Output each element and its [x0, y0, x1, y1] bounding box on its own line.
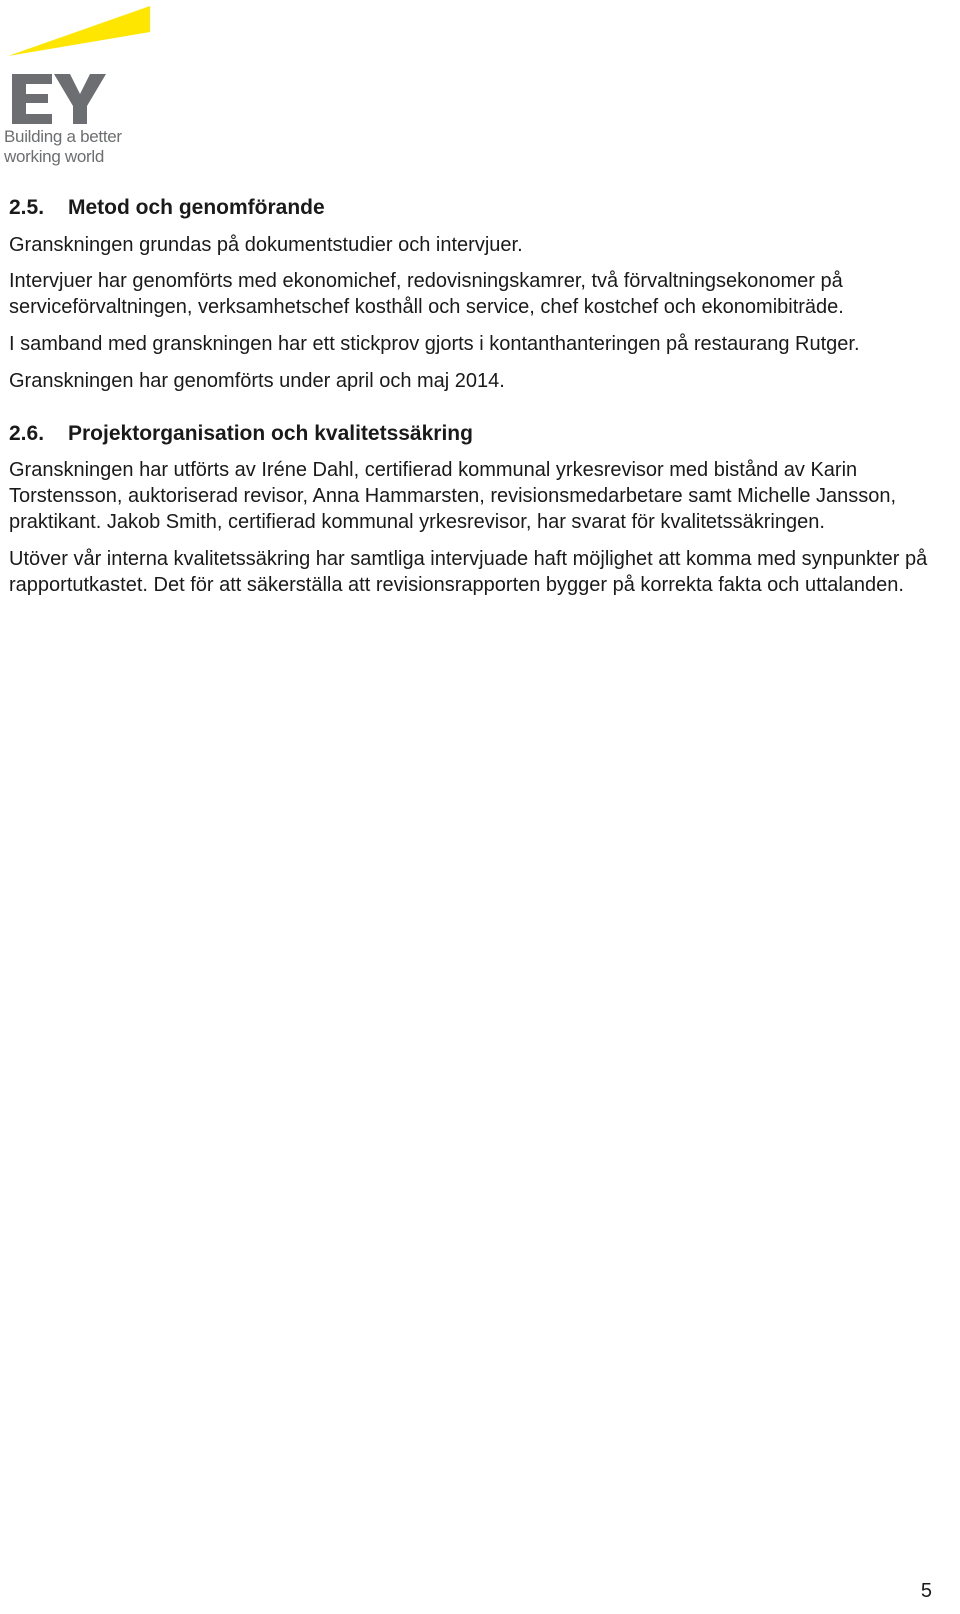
logo-y-shape	[54, 74, 106, 124]
section-heading-2-6	[9, 420, 949, 448]
section-title: Projektorganisation och kvalitetssäkring	[68, 422, 473, 445]
logo-tagline	[4, 127, 154, 167]
page-number: 5	[920, 1580, 932, 1602]
section-heading-2-5	[9, 194, 949, 222]
section-number: 2.5.	[9, 196, 45, 219]
document-body	[9, 194, 949, 598]
section-number: 2.6.	[9, 422, 45, 445]
paragraph: Utöver vår interna kvalitetssäkring har samtliga intervjuade haft möjlighet att komma med synpunkter på rapportutkastet. Det för att säkerställa att revisionsrapporten bygger på korrekta fakta och uttalanden.	[9, 548, 928, 596]
logo-e-shape	[12, 74, 52, 124]
paragraph: I samband med granskningen har ett stickprov gjorts i kontanthanteringen på restaurang Rutger.	[9, 333, 860, 355]
tagline-line-1: Building a better	[4, 127, 122, 146]
ey-logo-mark	[8, 4, 158, 124]
logo-beam-shape	[8, 6, 150, 56]
paragraph: Granskningen har utförts av Iréne Dahl, certifierad kommunal yrkesrevisor med bistånd av Karin Torstensson, auktoriserad revisor, Anna Hammarsten, revisionsmedarbetare samt Michelle Jansson, praktikant. Jakob Smith, certifierad kommunal yrkesrevisor, har svarat för kvalitetssäkringen.	[9, 459, 897, 533]
section-title: Metod och genomförande	[68, 196, 325, 219]
tagline-line-2: working world	[4, 147, 105, 166]
paragraph: Granskningen grundas på dokumentstudier och intervjuer.	[9, 234, 523, 256]
paragraph: Intervjuer har genomförts med ekonomichef, redovisningskamrer, två förvaltningsekonomer på serviceförvaltningen, verksamhetschef kosthåll och service, chef kostchef och ekonomibiträde.	[9, 270, 844, 318]
paragraph: Granskningen har genomförts under april och maj 2014.	[9, 370, 505, 392]
